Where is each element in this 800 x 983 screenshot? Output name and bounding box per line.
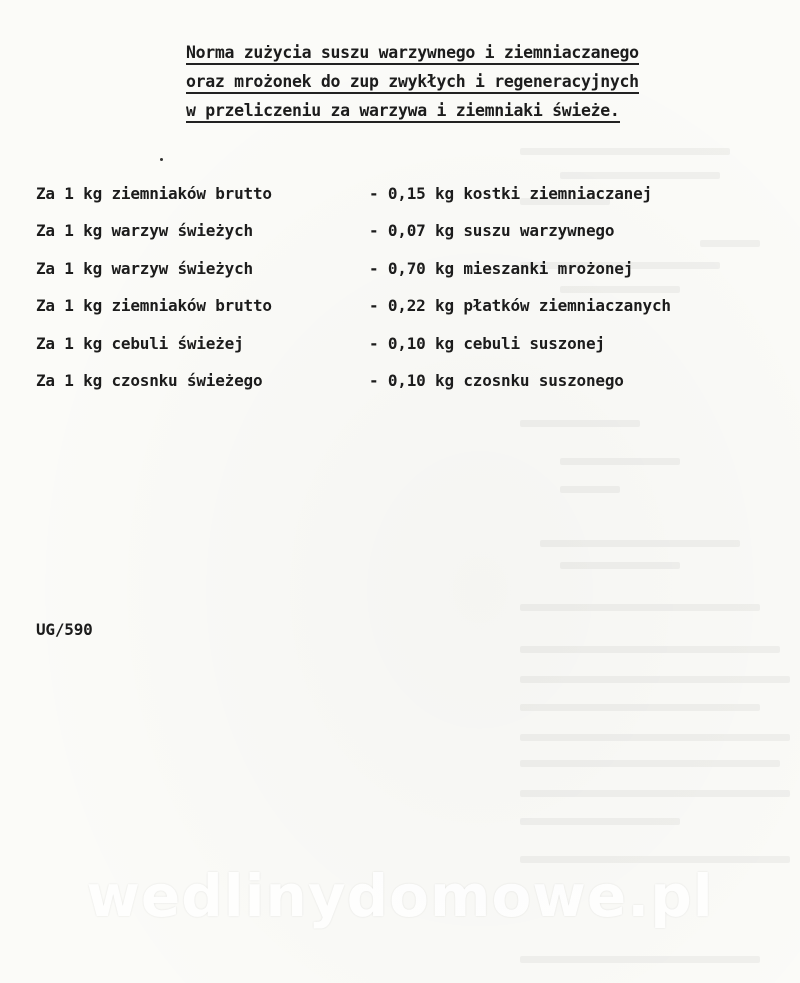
title-text-1: Norma zużycia suszu warzywnego i ziemniaczanego xyxy=(186,43,639,65)
norm-source: Za 1 kg warzyw świeżych xyxy=(36,221,253,241)
norm-row xyxy=(36,221,756,258)
norms-list xyxy=(36,184,756,408)
norm-source: Za 1 kg czosnku świeżego xyxy=(36,370,263,390)
title-text-2: oraz mrożonek do zup zwykłych i regeneracyjnych xyxy=(186,72,639,94)
norm-row xyxy=(36,184,756,221)
norm-equivalent: - 0,07 kg suszu warzywnego xyxy=(369,221,615,241)
norm-equivalent: - 0,22 kg płatków ziemniaczanych xyxy=(369,296,671,316)
norm-source: Za 1 kg ziemniaków brutto xyxy=(36,296,272,316)
norm-source: Za 1 kg cebuli świeżej xyxy=(36,333,244,353)
norm-row xyxy=(36,371,756,408)
norm-row xyxy=(36,296,756,333)
norm-source: Za 1 kg warzyw świeżych xyxy=(36,258,253,278)
stray-dot xyxy=(160,158,163,161)
title-line-1 xyxy=(186,38,746,67)
norm-equivalent: - 0,70 kg mieszanki mrożonej xyxy=(369,258,634,278)
watermark: wedlinydomowe.pl xyxy=(86,862,714,930)
norm-row xyxy=(36,259,756,296)
document-code: UG/590 xyxy=(36,620,93,639)
norm-source: Za 1 kg ziemniaków brutto xyxy=(36,184,272,203)
norm-row xyxy=(36,334,756,371)
norm-equivalent: - 0,15 kg kostki ziemniaczanej xyxy=(369,184,652,203)
title-line-3 xyxy=(186,96,746,125)
norm-equivalent: - 0,10 kg czosnku suszonego xyxy=(369,370,624,390)
title-text-3: w przeliczeniu za warzywa i ziemniaki świeże. xyxy=(186,101,620,123)
title-line-2 xyxy=(186,67,746,96)
document-title xyxy=(186,38,746,125)
norm-equivalent: - 0,10 kg cebuli suszonej xyxy=(369,333,605,353)
